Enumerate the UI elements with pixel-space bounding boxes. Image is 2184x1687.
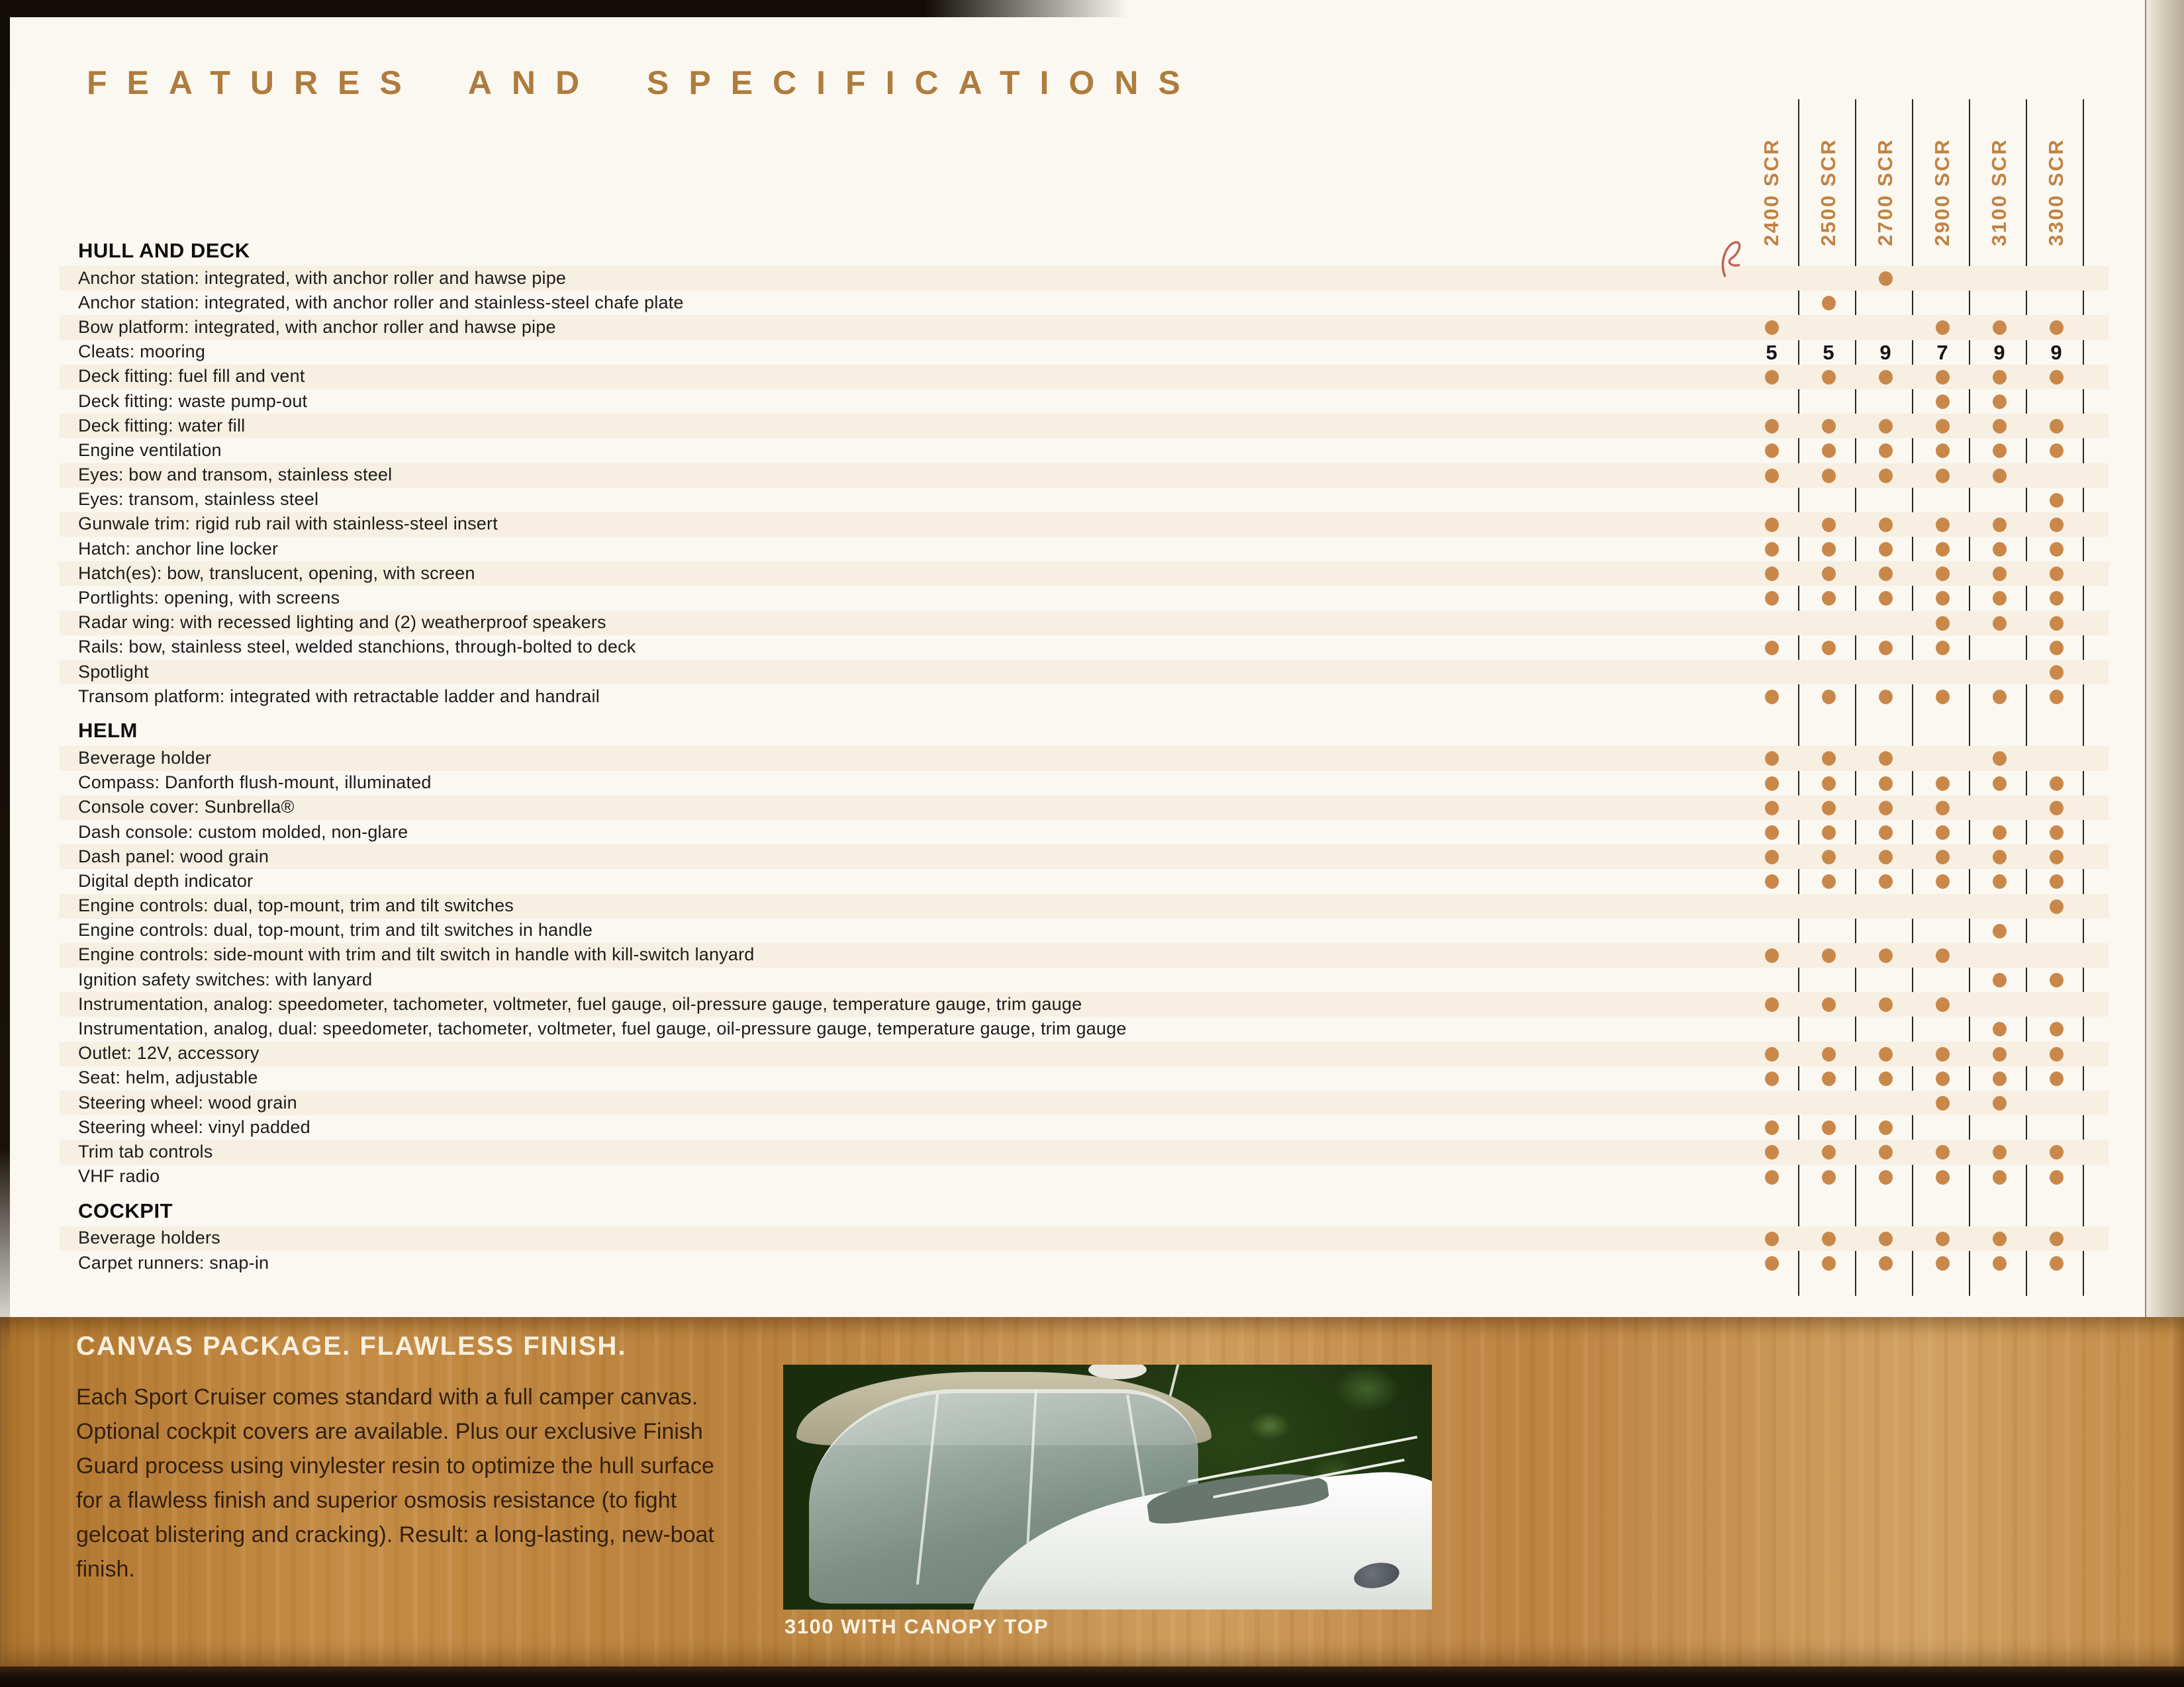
- table-row: [60, 1115, 2109, 1140]
- feature-dot: [1993, 776, 2007, 791]
- table-row: [60, 796, 2109, 820]
- feature-dot: [1879, 776, 1893, 791]
- feature-dot: [1936, 1145, 1950, 1160]
- feature-dot: [1936, 394, 1950, 409]
- feature-dot: [2050, 518, 2064, 532]
- feature-dot: [1822, 1170, 1836, 1185]
- feature-dot: [2050, 1047, 2064, 1062]
- table-row: [60, 414, 2109, 438]
- feature-dot: [1822, 1120, 1836, 1135]
- feature-dot: [1993, 874, 2007, 889]
- feature-dot: [1822, 296, 1836, 310]
- feature-dot: [1993, 443, 2007, 458]
- row-label: Engine ventilation: [78, 439, 222, 460]
- table-row: [60, 512, 2109, 537]
- feature-dot: [1879, 518, 1893, 532]
- table-row: [60, 340, 2109, 365]
- feature-dot: [1765, 997, 1779, 1012]
- feature-dot: [1765, 591, 1779, 606]
- footer-band: [0, 1317, 2184, 1668]
- row-label: Ignition safety switches: with lanyard: [78, 969, 373, 989]
- feature-dot: [2050, 825, 2064, 840]
- feature-dot: [1993, 1232, 2007, 1246]
- feature-dot: [2050, 665, 2064, 680]
- feature-dot: [1936, 370, 1950, 385]
- feature-dot: [1765, 690, 1779, 704]
- feature-dot: [1879, 1170, 1893, 1185]
- feature-dot: [1879, 850, 1893, 864]
- feature-dot: [2050, 616, 2064, 631]
- feature-dot: [1765, 567, 1779, 581]
- feature-dot: [1822, 443, 1836, 458]
- feature-dot: [2050, 1232, 2064, 1246]
- row-label: Compass: Danforth flush-mount, illuminated: [78, 772, 432, 793]
- feature-dot: [1822, 1047, 1836, 1062]
- feature-dot: [1822, 567, 1836, 581]
- feature-dot: [1822, 1256, 1836, 1271]
- table-row: [60, 463, 2109, 488]
- feature-dot: [1879, 567, 1893, 581]
- row-label: Portlights: opening, with screens: [78, 587, 340, 608]
- feature-dot: [1993, 518, 2007, 532]
- table-row: [60, 389, 2109, 414]
- table-row: [60, 684, 2109, 709]
- feature-dot: [2050, 1170, 2064, 1185]
- feature-dot: [1765, 1170, 1779, 1185]
- feature-dot: [1993, 973, 2007, 987]
- footer-heading: CANVAS PACKAGE. FLAWLESS FINISH.: [76, 1332, 627, 1361]
- scan-edge-top: [0, 0, 1129, 17]
- feature-dot: [1879, 997, 1893, 1012]
- table-row: [60, 365, 2109, 389]
- feature-dot: [1993, 690, 2007, 704]
- table-row: [60, 968, 2109, 992]
- pen-scribble-artifact: [1713, 236, 1760, 285]
- row-label: Spotlight: [78, 661, 149, 682]
- feature-dot: [1879, 1256, 1893, 1271]
- feature-dot: [1822, 469, 1836, 483]
- row-label: Eyes: bow and transom, stainless steel: [78, 464, 393, 484]
- feature-dot: [1822, 874, 1836, 889]
- feature-dot: [1822, 751, 1836, 766]
- feature-dot: [1765, 518, 1779, 532]
- section-header-row: [60, 1189, 2109, 1226]
- table-row: [60, 488, 2109, 512]
- feature-dot: [2050, 1022, 2064, 1036]
- feature-dot: [2050, 591, 2064, 606]
- row-label: Engine controls: side-mount with trim and tilt switch in handle with kill-switch lanyard: [78, 944, 755, 965]
- feature-dot: [1879, 1232, 1893, 1246]
- feature-dot: [1879, 469, 1893, 483]
- feature-dot: [1936, 874, 1950, 889]
- feature-dot: [1993, 1170, 2007, 1185]
- feature-dot: [2050, 973, 2064, 987]
- feature-dot: [1936, 948, 1950, 963]
- row-label: Eyes: transom, stainless steel: [78, 489, 319, 510]
- feature-dot: [2050, 370, 2064, 385]
- photo-caption: 3100 WITH CANOPY TOP: [784, 1615, 1049, 1638]
- table-row: [60, 943, 2109, 968]
- row-label: Transom platform: integrated with retractable ladder and handrail: [78, 686, 600, 706]
- feature-dot: [1993, 1047, 2007, 1062]
- feature-dot: [1936, 567, 1950, 581]
- feature-dot: [2050, 801, 2064, 815]
- feature-dot: [1765, 948, 1779, 963]
- table-row: [60, 611, 2109, 635]
- feature-dot: [1993, 850, 2007, 864]
- feature-dot: [1993, 542, 2007, 557]
- section-header-row: [60, 709, 2109, 746]
- row-label: Dash panel: wood grain: [78, 846, 269, 866]
- row-label: Engine controls: dual, top-mount, trim and tilt switches in handle: [78, 920, 593, 940]
- feature-dot: [1936, 542, 1950, 557]
- feature-dot: [1936, 469, 1950, 483]
- row-label: VHF radio: [78, 1166, 160, 1187]
- feature-dot: [1936, 801, 1950, 815]
- feature-dot: [1993, 616, 2007, 631]
- feature-dot: [1993, 394, 2007, 409]
- feature-dot: [1765, 825, 1779, 840]
- table-row: [60, 919, 2109, 943]
- feature-dot: [1765, 874, 1779, 889]
- section-header-row: [60, 233, 2109, 266]
- feature-dot: [1936, 320, 1950, 335]
- table-row: [60, 1226, 2109, 1251]
- feature-dot: [1993, 419, 2007, 433]
- feature-dot: [1993, 825, 2007, 840]
- feature-dot: [1822, 801, 1836, 815]
- feature-dot: [1822, 690, 1836, 704]
- feature-dot: [1765, 776, 1779, 791]
- feature-dot: [1879, 641, 1893, 655]
- feature-dot: [1765, 751, 1779, 766]
- feature-dot: [1993, 924, 2007, 938]
- feature-dot: [1936, 616, 1950, 631]
- table-row: [60, 1091, 2109, 1115]
- feature-dot: [1879, 591, 1893, 606]
- table-row: [60, 1140, 2109, 1164]
- feature-dot: [1879, 1120, 1893, 1135]
- row-label: Instrumentation, analog: speedometer, tachometer, voltmeter, fuel gauge, oil-pressure gauge, temperature gauge, trim gauge: [78, 993, 1082, 1014]
- section-title: COCKPIT: [78, 1199, 173, 1222]
- table-row: [60, 586, 2109, 610]
- feature-dot: [1822, 1145, 1836, 1160]
- column-header-2400: 2400 SCR: [1760, 138, 1783, 246]
- feature-dot: [1879, 370, 1893, 385]
- feature-dot: [1936, 1170, 1950, 1185]
- feature-dot: [2050, 874, 2064, 889]
- feature-dot: [1936, 518, 1950, 532]
- feature-dot: [1993, 591, 2007, 606]
- table-row: [60, 266, 2109, 291]
- scan-edge-left: [0, 0, 10, 1350]
- spec-table: [60, 233, 2109, 1275]
- table-row: [60, 1042, 2109, 1066]
- feature-dot: [2050, 776, 2064, 791]
- feature-dot: [1993, 320, 2007, 335]
- feature-dot: [1936, 1256, 1950, 1271]
- feature-dot: [1822, 591, 1836, 606]
- feature-dot: [1936, 776, 1950, 791]
- feature-dot: [1993, 1256, 2007, 1271]
- feature-dot: [1822, 370, 1836, 385]
- row-label: Anchor station: integrated, with anchor roller and stainless-steel chafe plate: [78, 292, 684, 312]
- row-label: Console cover: Sunbrella®: [78, 797, 295, 817]
- row-label: Instrumentation, analog, dual: speedometer, tachometer, voltmeter, fuel gauge, oil-pressure gauge, temperature gauge, trim gauge: [78, 1018, 1127, 1038]
- feature-dot: [1993, 751, 2007, 766]
- feature-dot: [1936, 443, 1950, 458]
- feature-dot: [1879, 825, 1893, 840]
- feature-dot: [1936, 1071, 1950, 1086]
- feature-dot: [2050, 419, 2064, 433]
- feature-dot: [1936, 1047, 1950, 1062]
- feature-dot: [1765, 419, 1779, 433]
- feature-dot: [1765, 1071, 1779, 1086]
- feature-dot: [1822, 825, 1836, 840]
- feature-dot: [1936, 641, 1950, 655]
- feature-dot: [1822, 948, 1836, 963]
- feature-dot: [1765, 1232, 1779, 1246]
- feature-dot: [1765, 1047, 1779, 1062]
- table-row: [60, 315, 2109, 340]
- cleat-count: 5: [1823, 340, 1834, 364]
- cleat-count: 9: [1993, 340, 2005, 364]
- feature-dot: [1993, 1071, 2007, 1086]
- row-label: Deck fitting: waste pump-out: [78, 390, 308, 411]
- feature-dot: [1936, 1232, 1950, 1246]
- feature-dot: [1879, 874, 1893, 889]
- row-label: Seat: helm, adjustable: [78, 1068, 258, 1088]
- feature-dot: [1822, 542, 1836, 557]
- feature-dot: [1765, 1120, 1779, 1135]
- feature-dot: [2050, 850, 2064, 864]
- feature-dot: [2050, 443, 2064, 458]
- row-label: Cleats: mooring: [78, 342, 206, 362]
- row-label: Hatch: anchor line locker: [78, 538, 279, 559]
- cleat-count: 7: [1936, 340, 1948, 364]
- feature-dot: [1765, 1145, 1779, 1160]
- feature-dot: [1765, 542, 1779, 557]
- feature-dot: [1822, 997, 1836, 1012]
- table-row: [60, 894, 2109, 919]
- table-row: [60, 1017, 2109, 1041]
- feature-dot: [1879, 542, 1893, 557]
- row-label: Beverage holders: [78, 1228, 220, 1248]
- feature-dot: [2050, 493, 2064, 508]
- feature-dot: [1765, 370, 1779, 385]
- page-title: FEATURES AND SPECIFICATIONS: [87, 64, 1200, 101]
- feature-dot: [1879, 271, 1893, 286]
- feature-dot: [1993, 1145, 2007, 1160]
- feature-dot: [1879, 443, 1893, 458]
- feature-dot: [1822, 850, 1836, 864]
- table-row: [60, 1165, 2109, 1189]
- scan-edge-bottom: [0, 1666, 2184, 1687]
- feature-dot: [2050, 641, 2064, 655]
- feature-dot: [1936, 850, 1950, 864]
- feature-dot: [1879, 948, 1893, 963]
- feature-dot: [1879, 751, 1893, 766]
- feature-dot: [1822, 1071, 1836, 1086]
- table-row: [60, 771, 2109, 796]
- row-label: Beverage holder: [78, 747, 212, 768]
- column-header-2500: 2500 SCR: [1817, 138, 1840, 246]
- cleat-count: 5: [1766, 340, 1778, 364]
- table-row: [60, 820, 2109, 844]
- row-label: Digital depth indicator: [78, 870, 254, 891]
- table-row: [60, 635, 2109, 660]
- feature-dot: [1879, 690, 1893, 704]
- feature-dot: [2050, 1071, 2064, 1086]
- row-label: Deck fitting: fuel fill and vent: [78, 366, 305, 387]
- column-header-3100: 3100 SCR: [1987, 138, 2011, 246]
- feature-dot: [1822, 1232, 1836, 1246]
- feature-dot: [1993, 567, 2007, 581]
- feature-dot: [1822, 641, 1836, 655]
- feature-dot: [1993, 469, 2007, 483]
- feature-dot: [1765, 1256, 1779, 1271]
- table-row: [60, 438, 2109, 463]
- feature-dot: [2050, 1256, 2064, 1271]
- feature-dot: [1879, 419, 1893, 433]
- table-row: [60, 561, 2109, 586]
- feature-dot: [1879, 801, 1893, 815]
- feature-dot: [1765, 801, 1779, 815]
- feature-dot: [1822, 776, 1836, 791]
- feature-dot: [1936, 419, 1950, 433]
- feature-dot: [1936, 690, 1950, 704]
- table-row: [60, 869, 2109, 893]
- scan-edge-right: [2145, 0, 2184, 1317]
- row-label: Rails: bow, stainless steel, welded stanchions, through-bolted to deck: [78, 637, 636, 657]
- row-label: Steering wheel: vinyl padded: [78, 1117, 310, 1137]
- feature-dot: [1765, 320, 1779, 335]
- feature-dot: [2050, 320, 2064, 335]
- feature-dot: [1765, 850, 1779, 864]
- row-label: Radar wing: with recessed lighting and (2) weatherproof speakers: [78, 612, 606, 633]
- feature-dot: [2050, 542, 2064, 557]
- boat-photo: [783, 1365, 1432, 1610]
- row-label: Trim tab controls: [78, 1141, 213, 1162]
- feature-dot: [1879, 1071, 1893, 1086]
- feature-dot: [1765, 641, 1779, 655]
- feature-dot: [1936, 825, 1950, 840]
- feature-dot: [1879, 1047, 1893, 1062]
- feature-dot: [1822, 419, 1836, 433]
- feature-dot: [1936, 591, 1950, 606]
- row-label: Engine controls: dual, top-mount, trim and tilt switches: [78, 895, 514, 915]
- row-label: Outlet: 12V, accessory: [78, 1043, 260, 1064]
- feature-dot: [1765, 469, 1779, 483]
- cleat-count: 9: [2050, 340, 2062, 364]
- column-header-2700: 2700 SCR: [1874, 138, 1897, 246]
- table-row: [60, 1251, 2109, 1275]
- feature-dot: [1993, 1022, 2007, 1036]
- feature-dot: [1936, 1096, 1950, 1111]
- row-label: Deck fitting: water fill: [78, 415, 246, 435]
- section-title: HELM: [78, 719, 138, 743]
- feature-dot: [2050, 567, 2064, 581]
- column-header-3300: 3300 SCR: [2044, 138, 2067, 246]
- row-label: Dash console: custom molded, non-glare: [78, 821, 408, 842]
- table-row: [60, 291, 2109, 315]
- feature-dot: [1879, 1145, 1893, 1160]
- feature-dot: [2050, 899, 2064, 914]
- feature-dot: [2050, 1145, 2064, 1160]
- section-title: HULL AND DECK: [78, 239, 250, 262]
- feature-dot: [1822, 518, 1836, 532]
- cleat-count: 9: [1879, 340, 1891, 364]
- table-row: [60, 660, 2109, 684]
- row-label: Anchor station: integrated, with anchor roller and hawse pipe: [78, 267, 567, 288]
- row-label: Gunwale trim: rigid rub rail with stainless-steel insert: [78, 514, 498, 534]
- feature-dot: [2050, 690, 2064, 704]
- table-row: [60, 746, 2109, 770]
- row-label: Bow platform: integrated, with anchor roller and hawse pipe: [78, 316, 556, 337]
- feature-dot: [1993, 1096, 2007, 1111]
- row-label: Steering wheel: wood grain: [78, 1092, 297, 1113]
- row-label: Carpet runners: snap-in: [78, 1252, 269, 1273]
- table-row: [60, 537, 2109, 561]
- feature-dot: [1765, 443, 1779, 458]
- feature-dot: [1993, 370, 2007, 385]
- table-row: [60, 1066, 2109, 1091]
- table-row: [60, 992, 2109, 1017]
- feature-dot: [1936, 997, 1950, 1012]
- table-row: [60, 844, 2109, 869]
- footer-body-text: Each Sport Cruiser comes standard with a full camper canvas. Optional cockpit covers are available. Plus our exclusive Finish Guard process using vinylester resin to optimize the hull surface for a flawless finish and superior osmosis resistance (to fight gelcoat blistering and cracking). Result: a long-lasting, new-boat finish.: [76, 1385, 714, 1582]
- row-label: Hatch(es): bow, translucent, opening, with screen: [78, 563, 475, 583]
- column-header-2900: 2900 SCR: [1930, 138, 1954, 246]
